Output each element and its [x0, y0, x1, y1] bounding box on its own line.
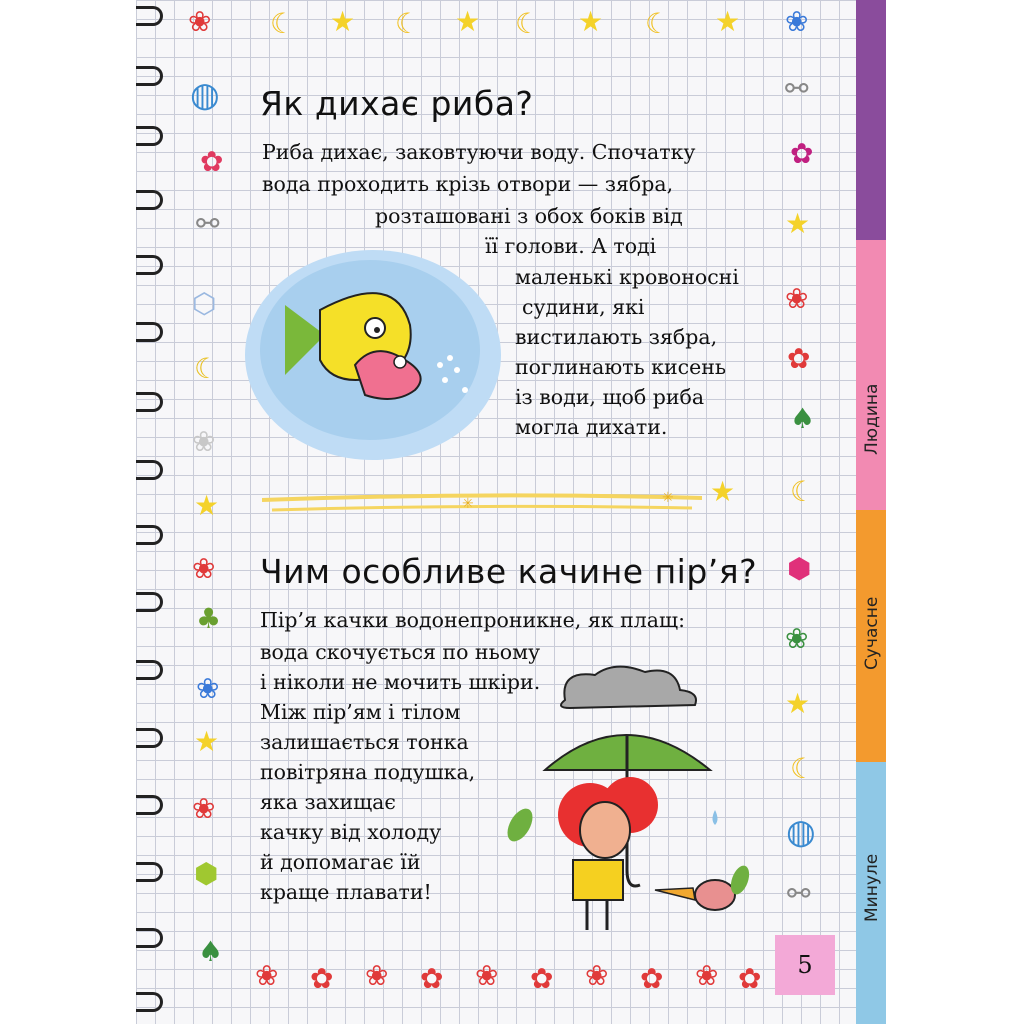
text-line: поглинають кисень — [515, 355, 727, 379]
tab-present-label: Сучасне — [862, 596, 882, 670]
tree-icon: ♣ — [196, 602, 222, 635]
text-line: могла дихати. — [515, 415, 668, 439]
umbrella-illustration — [495, 660, 765, 940]
flower-icon: ❀ — [196, 672, 220, 705]
flower-icon: ❀ — [365, 959, 389, 992]
text-line: вода скочується по ньому — [260, 640, 541, 664]
flower-icon: ❀ — [192, 425, 216, 458]
text-line: й допомагає їй — [260, 850, 421, 874]
palm-icon: ♠ — [790, 402, 816, 435]
section-2-title: Чим особливе качине пір’я? — [260, 552, 758, 591]
tab-people[interactable] — [856, 240, 886, 515]
star-icon: ★ — [785, 687, 811, 720]
star-icon: ★ — [455, 5, 481, 38]
gem-icon: ⬢ — [194, 857, 219, 890]
moon-icon: ☾ — [194, 352, 220, 385]
flower-icon: ❀ — [255, 959, 279, 992]
moon-icon: ☾ — [790, 752, 816, 785]
globe-icon: ◍ — [786, 812, 816, 852]
svg-text:✳: ✳ — [462, 496, 474, 512]
fish-illustration — [245, 250, 510, 465]
flower-icon: ✿ — [310, 962, 334, 995]
flower-icon: ✿ — [787, 342, 811, 375]
section-1-title: Як дихає риба? — [260, 84, 534, 123]
gem-icon: ⬡ — [192, 287, 217, 320]
flower-icon: ❀ — [188, 5, 212, 38]
flower-icon: ✿ — [530, 962, 554, 995]
star-icon: ★ — [194, 725, 220, 758]
flower-icon: ❀ — [192, 552, 216, 585]
flower-icon: ✿ — [738, 962, 762, 995]
tab-present[interactable] — [856, 510, 886, 765]
text-line: яка захищає — [260, 790, 396, 814]
page-number: 5 — [775, 935, 835, 995]
bone-icon: ⚯ — [196, 207, 220, 240]
flower-icon: ❀ — [785, 5, 809, 38]
text-line: Пір’я качки водонепроникне, як плащ: — [260, 608, 685, 632]
moon-icon: ☾ — [790, 475, 816, 508]
text-line: вода проходить крізь отвори — зябра, — [262, 172, 674, 196]
tab-past[interactable] — [856, 762, 886, 1024]
flower-icon: ✿ — [790, 137, 814, 170]
text-line: маленькі кровоносні — [515, 265, 739, 289]
tab-past-label: Минуле — [862, 853, 882, 922]
text-line: Між пір’ям і тілом — [260, 700, 461, 724]
text-line: судини, які — [522, 295, 645, 319]
flower-icon: ✿ — [420, 962, 444, 995]
flower-icon: ❀ — [695, 959, 719, 992]
moon-icon: ☾ — [645, 7, 671, 40]
moon-icon: ☾ — [515, 7, 541, 40]
flower-icon: ❀ — [585, 959, 609, 992]
moon-icon: ☾ — [395, 7, 421, 40]
star-icon: ★ — [715, 5, 741, 38]
tab-people-label: Людина — [862, 383, 882, 455]
flower-icon: ❀ — [475, 959, 499, 992]
moon-icon: ☾ — [270, 7, 296, 40]
gem-icon: ⬢ — [787, 552, 812, 585]
tab-purple[interactable] — [856, 0, 886, 245]
bone-icon: ⚯ — [785, 72, 809, 105]
svg-text:✳: ✳ — [662, 490, 674, 506]
flower-icon: ❀ — [785, 282, 809, 315]
flower-icon: ❀ — [785, 622, 809, 655]
star-icon: ★ — [785, 207, 811, 240]
text-line: залишається тонка — [260, 730, 469, 754]
text-line: Риба дихає, заковтуючи воду. Спочатку — [262, 140, 696, 164]
text-line: повітряна подушка, — [260, 760, 476, 784]
bone-icon: ⚯ — [787, 877, 811, 910]
flower-icon: ✿ — [200, 145, 224, 178]
text-line: розташовані з обох боків від — [375, 204, 683, 228]
text-line: вистилають зябра, — [515, 325, 718, 349]
star-icon: ★ — [330, 5, 356, 38]
globe-icon: ◍ — [190, 75, 220, 115]
flower-icon: ❀ — [192, 792, 216, 825]
text-line: і ніколи не мочить шкіри. — [260, 670, 541, 694]
divider — [262, 488, 702, 518]
flower-icon: ✿ — [640, 962, 664, 995]
text-line: її голови. А тоді — [485, 234, 657, 258]
star-icon: ★ — [578, 5, 604, 38]
star-icon: ★ — [194, 489, 220, 522]
palm-icon: ♠ — [198, 935, 224, 968]
text-line: із води, щоб риба — [515, 385, 705, 409]
text-line: краще плавати! — [260, 880, 432, 904]
star-icon: ★ — [710, 475, 736, 508]
text-line: качку від холоду — [260, 820, 442, 844]
